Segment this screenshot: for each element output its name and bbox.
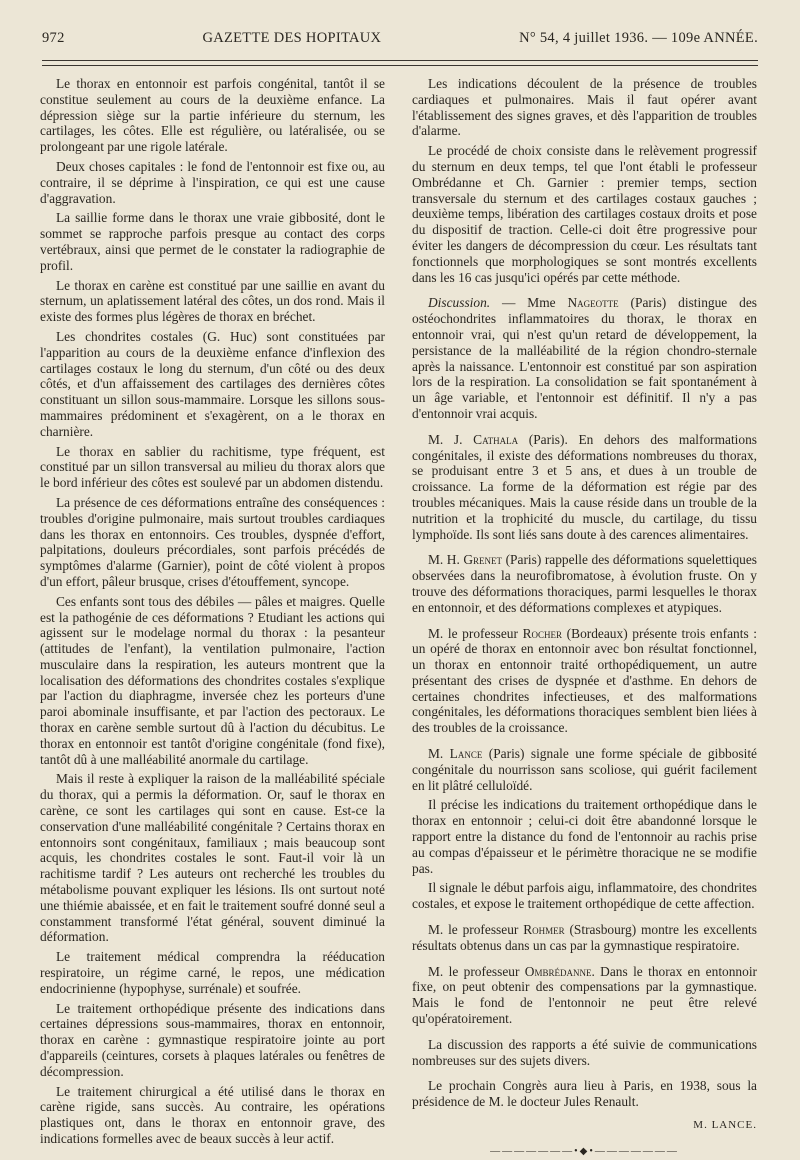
paragraph: M. H. Grenet (Paris) rappelle des déformations squelettiques observées dans la neurofibromatose, à évolution fruste. On y trouve des déformations thoraciques, parmi lesquelles le thorax en entonnoir, et des déformations complexes et atypiques. bbox=[412, 552, 758, 615]
paragraph: La saillie forme dans le thorax une vraie gibbosité, dont le sommet se rapproche parfois presque au contact des corps vertébraux, ainsi que permet de le constater la radiographie de profil. bbox=[40, 210, 385, 273]
left-column bbox=[40, 76, 385, 1151]
speaker-name: Grenet bbox=[463, 552, 503, 568]
paragraph: M. Lance (Paris) signale une forme spéciale de gibbosité congénitale du nourrisson sans scoliose, qui guérit facilement en lit plâtré celluloïdé. bbox=[412, 746, 757, 793]
discussion-label: Discussion. bbox=[428, 295, 491, 311]
paragraph: Il signale le début parfois aigu, inflammatoire, des chondrites costales, et expose le traitement orthopédique de cette affection. bbox=[412, 880, 757, 912]
paragraph: Le thorax en carène est constitué par une saillie en avant du sternum, un aplatissement latéral des côtes, un dos rond. Mais il existe des formes plus légères de thorax en bréchet. bbox=[40, 277, 385, 325]
paragraph: Deux choses capitales : le fond de l'entonnoir est fixe ou, au contraire, il se déprime à l'inspiration, ce qui est une cause d'aggravation. bbox=[40, 158, 385, 206]
paragraph: Mais il reste à expliquer la raison de la malléabilité spéciale du thorax, qui a permis la déformation. Or, sauf le thorax en carène, ce sont les cartilages qui sont en cause. Est-ce la conservation d'une malléabilité congénitale ? Certains thorax en entonnoirs sont congénitaux, familiaux ; mais beaucoup sont acquis, les chondrites costales le sont. Faut-il voir là un rachitisme tardif ? Les auteurs ont recherché les troubles du métabolisme pouvant expliquer les lésions. Ils ont surtout noté une thiémie abaissée, et en fait le traitement soufré donné seul a constamment transformé l'état général, souvent diminué la déformation. bbox=[40, 771, 385, 945]
speaker-name: Ombrédanne bbox=[524, 963, 592, 979]
paragraph: Le thorax en entonnoir est parfois congénital, tantôt il se constitue seulement au cours de la deuxième enfance. La dépression siège sur la partie inférieure du sternum, les cartilages, les côtes. Elle est régulière, ou latéralisée, ou se prolongeant par une rigole latérale. bbox=[40, 76, 385, 155]
paragraph: M. le professeur Rocher (Bordeaux) présente trois enfants : un opéré de thorax en entonnoir avec bon résultat fonctionnel, un thorax en entonnoir traité orthopédiquement, un autre présentant des crises de dyspnée et d'asthme. En dehors de certaines chondrites infectieuses, et des malformations congénitales, les déformations thoraciques semblent bien liées à des troubles de la croissance. bbox=[412, 625, 758, 736]
ornament-divider: ―――――――•◆•――――――― bbox=[490, 1145, 679, 1157]
paragraph: Ces enfants sont tous des débiles — pâles et maigres. Quelle est la pathogénie de ces déformations ? Etudiant les actions qui agissent sur le modelage normal du thorax : la pesanteur (attitudes de l'enfant), la ventilation pulmonaire, l'action musculaire dans la respiration, les auteurs montrent que la localisation des déformations des chondrites costales s'explique par l'action du diaphragme, inversée chez les porteurs d'une paroi abominale insuffisante, et par l'action des pectoraux. Le thorax en carène semble surtout dû à l'action du décubitus. Le thorax en entonnoir est tantôt d'origine congénitale (fond fixe), tantôt dû à une malléabilité anormale du cartilage. bbox=[40, 593, 385, 767]
discussion-paragraph: Discussion. — Mme Nageotte (Paris) distingue des ostéochondrites inflammatoires du thorax, le thorax en entonnoir vrai, qui n'est qu'un retard de développement, la persistance de la malléabilité de la région chondro-sternale après la naissance. L'entonnoir est constitué par son aspiration lors de la respiration. La consolidation se fait spontanément à un âge variable, et l'entonnoir est définitif. Il n'y a pas d'entonnoir vrai acquis. bbox=[412, 295, 757, 421]
paragraph: Les indications découlent de la présence de troubles cardiaques et pulmonaires. Mais il faut opérer avant l'établissement des signes graves, et dès l'apparition de troubles d'alarme. bbox=[412, 76, 757, 139]
issue-info: N° 54, 4 juillet 1936. — 109e ANNÉE. bbox=[519, 30, 758, 46]
speaker-name: Rohmer bbox=[523, 922, 565, 938]
paragraph: M. le professeur Rohmer (Strasbourg) montre les excellents résultats obtenus dans un cas par la gymnastique respiratoire. bbox=[412, 922, 757, 953]
paragraph: Le prochain Congrès aura lieu à Paris, en 1938, sous la présidence de M. le docteur Jules Renault. bbox=[412, 1078, 757, 1110]
speaker-name: Rocher bbox=[522, 625, 563, 641]
paragraph: Il précise les indications du traitement orthopédique dans le thorax en entonnoir ; celui-ci doit être abandonné lorsque le rapport entre la distance du fond de l'entonnoir au rachis prise au compas d'épaisseur et le périmètre thoracique ne se modifie pas. bbox=[412, 797, 757, 876]
paragraph: Le procédé de choix consiste dans le relèvement progressif du sternum en deux temps, tel que l'ont établi le professeur Ombrédanne et Ch. Garnier : premier temps, section transversale du sternum et des cartilages costaux gauches ; deuxième temps, libération des cartilages costaux droits et pose du dispositif de traction. Celle-ci doit être progressive pour éviter les dangers de décompression du cœur. Les résultats tant fonctionnels que morphologiques se sont montrés excellents dans les 16 cas jusqu'ici opérés par cette méthode. bbox=[412, 143, 757, 285]
paragraph: Le traitement médical comprendra la rééducation respiratoire, un régime carné, le repos, une médication endocrinienne (hypophyse, surrénale) et soufrée. bbox=[40, 949, 385, 996]
paragraph: La discussion des rapports a été suivie de communications nombreuses sur des sujets divers. bbox=[412, 1036, 757, 1068]
speaker-name: Cathala bbox=[473, 431, 519, 447]
signature: M. LANCE. bbox=[693, 1119, 757, 1132]
page-header bbox=[42, 30, 758, 52]
page-number: 972 bbox=[42, 30, 65, 46]
paragraph: Le traitement chirurgical a été utilisé dans le thorax en carène rigide, sans succès. Au contraire, les opérations plastiques ont, dans le thorax en entonnoir grave, des indications formelles avec de beaux succès à leur actif. bbox=[40, 1083, 385, 1146]
paragraph: Les chondrites costales (G. Huc) sont constituées par l'apparition au cours de la deuxième enfance d'inflexion des cartilages costaux le long du sternum, d'un côté ou des deux côtés, et d'un affaissement des cartilages des dernières côtes constituant un sillon sous-mammaire. Lorsque les sillons sous-mammaires prédominent et s'exagèrent, on a le thorax en charnière. bbox=[40, 328, 385, 439]
paragraph: M. le professeur Ombrédanne. Dans le thorax en entonnoir fixe, on peut obtenir des compensations par la gymnastique. Mais le fond de l'entonnoir ne peut être relevé qu'opératoirement. bbox=[412, 963, 758, 1027]
speaker-name: Nageotte bbox=[567, 295, 619, 311]
right-column bbox=[412, 76, 757, 1160]
speaker-name: Lance bbox=[449, 746, 483, 762]
paragraph: La présence de ces déformations entraîne des conséquences : troubles d'origine pulmonaire, mais surtout troubles cardiaques dans les thorax en entonnoirs. Ces troubles, dyspnée d'effort, palpitations, douleurs précordiales, sont parfois précédés de symptômes d'alarme (Garnier), point de côté violent à propos d'un effort, pâleur brusque, crises d'étouffement, syncope. bbox=[40, 494, 385, 589]
paragraph: Le thorax en sablier du rachitisme, type fréquent, est constitué par un sillon transversal au milieu du thorax alors que le bord inférieur des côtes est soulevé par un abdomen distendu. bbox=[40, 443, 385, 491]
paragraph: M. J. Cathala (Paris). En dehors des malformations congénitales, il existe des déformations nombreuses du thorax, se produisant entre 3 et 5 ans, et dues à un trouble de croissance. La forme de la déformation est régie par des troubles mécaniques. Mais la cause réside dans un trouble de la nutrition et la trophicité du muscle, du cartilage, du tissu lymphoïde. Ils sont liés sans doute à des carences alimentaires. bbox=[412, 431, 757, 542]
paragraph: Le traitement orthopédique présente des indications dans certaines dépressions sous-mammaires, thorax en entonnoir, thorax en carène : gymnastique respiratoire jointe au port d'appareils (ceintures, corsets à plaques latérales ou fenêtres de décompression. bbox=[40, 1000, 385, 1079]
journal-title: GAZETTE DES HOPITAUX bbox=[202, 30, 382, 46]
header-rule bbox=[42, 60, 758, 66]
